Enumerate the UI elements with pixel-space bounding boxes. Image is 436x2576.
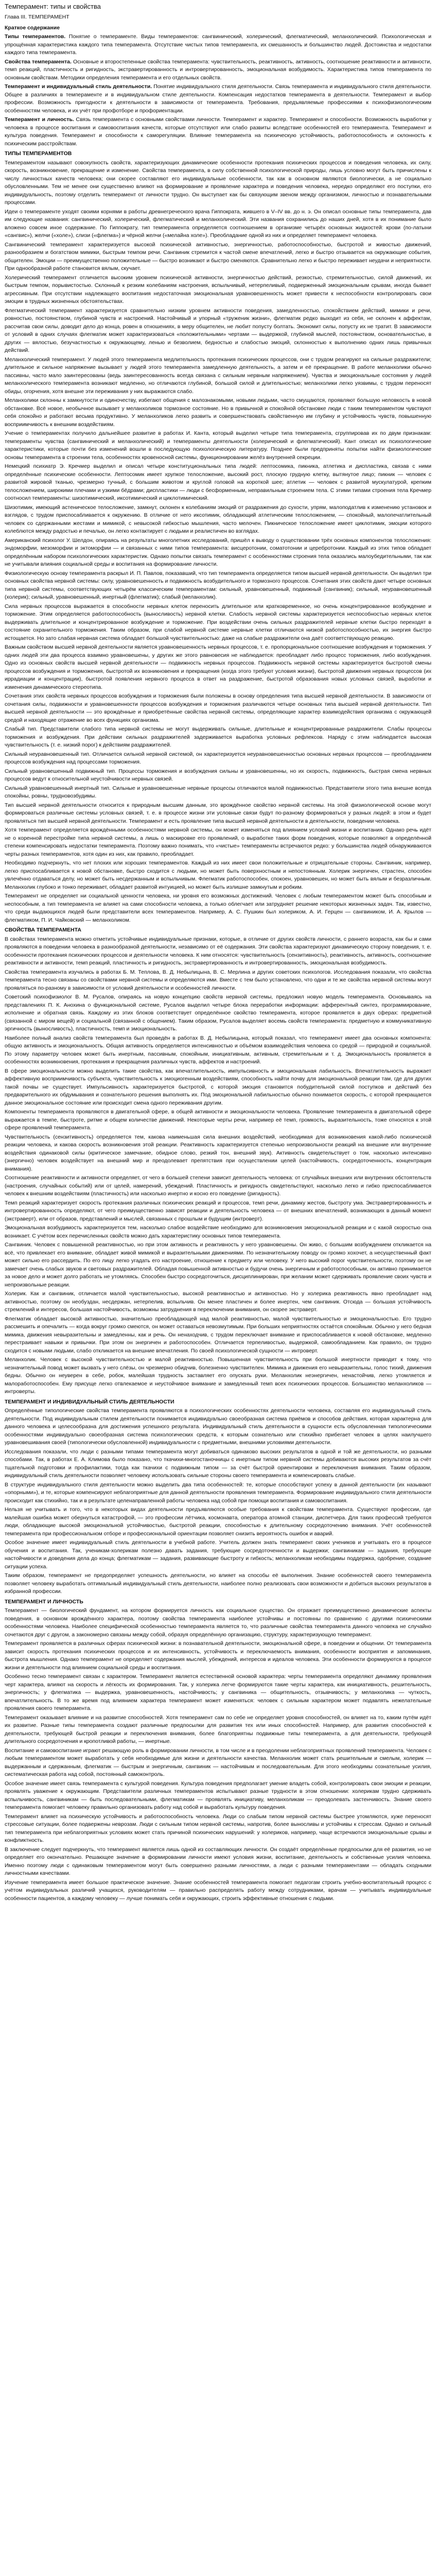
paragraph: Сильный неуравновешенный тип. Отличается сильной нервной системой, он характеризуется неуравновешенностью основных нервных процессов — преобладанием процессов возбуждения над процессами торможения. — [5, 751, 431, 765]
paragraph: Особое значение имеет связь темперамента с культурой поведения. Культура поведения предполагает умение владеть собой, контролировать свои эмоции и реакции, проявлять уважение к окружающим. Представители различных темпераментов испытывают разные трудности в этом отношении: холерикам трудно сдерживать вспыльчивость, сангвиникам — быть последовательными, флегматикам — проявлять инициативу, меланхоликам — преодолевать застенчивость. Знание своего темперамента помогает человеку правильно организовать работу над собой и выработать культуру поведения. — [5, 1780, 431, 1810]
paragraph: Меланхолический темперамент. У людей этого темперамента медлительность протекания психических процессов, они с трудом реагируют на сильные раздражители; длительное и сильное напряжение вызывает у людей этого темперамента замедленную деятельность, а затем и её прекращение. В работе меланхолики обычно пассивны, часто мало заинтересованы (ведь заинтересованность всегда связана с сильным нервным напряжением). Чувства и эмоциональные состояния у людей меланхолического темперамента возникают медленно, но отличаются глубиной, большой силой и длительностью; меланхолики легко уязвимы, с трудом переносят обиды, огорчения, хотя внешне эти переживания у них выражаются слабо. — [5, 356, 431, 395]
section-heading: ТЕМПЕРАМЕНТ И ЛИЧНОСТЬ — [5, 1598, 83, 1605]
paragraph-text: Связь темперамента с основными свойствами личности. Темперамент и характер. Темперамент и способности. Возможность выработки у человека в процессе воспитания и самовоспитания качеств, которые отсутствуют или слабо развиты вследствие особенностей его темперамента. Темперамент и культура поведения. Темперамент и способности к саморегуляции. Влияние темперамента на психическую устойчивость, работоспособность и склонность к психическим расстройствам. — [5, 116, 431, 147]
section-heading: ТЕМПЕРАМЕНТ И ИНДИВИДУАЛЬНЫЙ СТИЛЬ ДЕЯТЕЛЬНОСТИ — [5, 1398, 175, 1405]
paragraph-text: Понятие о темпераменте. Виды темпераментов: сангвинический, холерический, флегматический, меланхолический. Психологическая и упрощённая характеристика каждого типа темперамента. Отсутствие чистых типов темперамента, их смешанность и большинство людей. Достоинства и недостатки каждого типа темперамента. — [5, 33, 431, 56]
paragraph: Сильный уравновешенный подвижный тип. Процессы торможения и возбуждения сильны и уравновешенны, но их скорость, подвижность, быстрая смена нервных процессов ведут к относительной неустойчивости нервных связей. — [5, 768, 431, 782]
paragraph-text: Основные и второстепенные свойства темперамента: чувствительность, реактивность, активность, соотношение реактивности и активности, темп реакций, пластичность и ригидность, экстравертированность и интровертированность, эмоциональная возбудимость. Характеристика типов темперамента по основным свойствам. Методики определения темперамента и его отдельных свойств. — [5, 58, 432, 81]
paragraph: Определённые типологические свойства темперамента проявляются в психологических особенностях деятельности человека, составляя его индивидуальный стиль деятельности. Под индивидуальным стилем деятельности понимается индивидуально своеобразная система приёмов и способов действия, которая характерна для данного человека и целесообразна для достижения успешного результата. Индивидуальный стиль деятельности в сущности есть обусловленная типологическими особенностями индивидуально своеобразная система психологических средств, к которым сознательно или стихийно прибегает человек в целях наилучшего уравновешивания своей (типологически обусловленной) индивидуальности с предметными, внешними условиями деятельности. — [5, 1408, 431, 1446]
paragraph: Чувствительность (сензитивность) определяется тем, какова наименьшая сила внешних воздействий, необходимая для возникновения какой-либо психической реакции человека, и какова скорость возникновения этой реакции. Реактивность характеризуется степенью непроизвольности реакций на внешние или внутренние воздействия одинаковой силы (критическое замечание, обидное слово, резкий тон, внешний звук). Активность свидетельствует о том, насколько интенсивно (энергично) человек воздействует на внешний мир и преодолевает препятствия при осуществлении целей (настойчивость, сосредоточенность, концентрация внимания). — [5, 1133, 431, 1172]
paragraph — [5, 83, 431, 115]
paragraph: Немецкий психиатр Э. Кречмер выделил и описал четыре конституциональных типа людей: лептосомика, пикника, атлетика и диспластика, связав с ними определённые психические особенности. Лептосомик имеет хрупкое телосложение, высокий рост, плоскую грудную клетку, вытянутое лицо; пикник — человек с развитой жировой тканью, чрезмерно тучный, с большим животом и круглой головой на короткой шее; атлетик — человек с развитой мускулатурой, крепким телосложением, широкими плечами и узкими бёдрами; диспластики — люди с бесформенным, неправильным строением тела. С этими типами строения тела Кречмер соотносил темпераменты: шизотимический, иксотимический и циклотимический. — [5, 463, 431, 501]
paragraph: Американский психолог У. Шелдон, опираясь на результаты многолетних исследований, пришёл к выводу о существовании трёх основных компонентов телосложения: эндоморфии, мезоморфии и эктоморфии — и связанных с ними типов темперамента: висцеротонии, соматотонии и церебротонии. Каждый из этих типов обладает определённым набором психологических характеристик. Однако попытки связать темперамент с особенностями строения тела оказались малоубедительными, так как не учитывали влияния социальной среды и воспитания на формирование личности. — [5, 537, 431, 567]
paragraph: Слабый тип. Представители слабого типа нервной системы не могут выдерживать сильные, длительные и концентрированные раздражители. Слабы процессы торможения и возбуждения. При действии сильных раздражителей задерживается выработка условных рефлексов. Наряду с этим наблюдается высокая чувствительность (т. е. низкий порог) к действиям раздражителей. — [5, 726, 431, 748]
paragraph-lead: Типы темпераментов. — [5, 33, 66, 40]
paragraph: Темперамент не определяет ни социальной ценности человека, ни уровня его возможных достижений. Человек с любым темпераментом может быть способным и неспособным, а тип темперамента не влияет на сами способности человека, а только облегчает или затрудняет решение некоторых жизненных задач. Так, известно, что среди выдающихся людей были представители всех темпераментов. Например, А. С. Пушкин был холериком, А. И. Герцен — сангвиником, И. А. Крылов — флегматиком, П. И. Чайковский — меланхоликом. — [5, 893, 431, 923]
paragraph: Меланхолики склонны к замкнутости и одиночеству, избегают общения с малознакомыми, новыми людьми, часто смущаются, проявляют большую неловкость в новой обстановке. Всё новое, необычное вызывает у меланхоликов тормозное состояние. Но в привычной и спокойной обстановке люди с таким темпераментом чувствуют себя спокойно и работают весьма продуктивно. У меланхоликов легко развить и совершенствовать свойственную им глубину и устойчивость чувств, повышенную восприимчивость к внешним воздействиям. — [5, 397, 431, 428]
paragraph: Особое значение имеет индивидуальный стиль деятельности в учебной работе. Учитель должен знать темперамент своих учеников и учитывать его в процессе обучения и воспитания. Так, ученикам-холерикам полезно давать задания, требующие сосредоточенности и выдержки; сангвиникам — задания, требующие настойчивости и доведения дела до конца; флегматикам — задания, развивающие быстроту и гибкость; меланхоликам необходимы поддержка, одобрение, создание ситуации успеха. — [5, 1539, 431, 1570]
paragraph-lead: Темперамент и личность. — [5, 116, 74, 123]
paragraph: Свойства темперамента изучались в работах Б. М. Теплова, В. Д. Небылицына, В. С. Мерлина и других советских психологов. Исследования показали, что свойства темперамента тесно связаны со свойствами нервной системы и определяются ими. Вместе с тем было установлено, что одни и те же свойства нервной системы могут проявляться по-разному в зависимости от условий деятельности и особенностей личности. — [5, 969, 431, 991]
paragraph: Сангвиник. Человек с повышенной реактивностью, но при этом активность и реактивность у него уравновешены. Он живо, с большим возбуждением откликается на всё, что привлекает его внимание, обладает живой мимикой и выразительными движениями. По незначительному поводу он громко хохочет, а несущественный факт может сильно его рассердить. По его лицу легко угадать его настроение, отношение к предмету или человеку. У него высокий порог чувствительности, поэтому он не замечает очень слабых звуков и световых раздражителей. Обладая повышенной активностью и будучи очень энергичным и работоспособным, он активно принимается за новое дело и может долго работать не утомляясь. Способен быстро сосредоточиться, дисциплинирован, при желании может сдерживать проявление своих чувств и непроизвольные реакции. — [5, 1242, 431, 1288]
paragraph: В сфере эмоциональности можно выделить такие свойства, как впечатлительность, импульсивность и эмоциональная лабильность. Впечатлительность выражает аффективную восприимчивость субъекта, чувствительность к эмоциогенным воздействиям, способность найти почву для эмоциональной реакции там, где для других такой почвы не существует. Импульсивность характеризуется быстротой, с которой эмоция становится побудительной силой поступков и действий без предварительного их обдумывания и сознательного решения выполнять их. Под эмоциональной лабильностью обычно понимается скорость, с которой прекращается данное эмоциональное состояние или происходит смена одного переживания другим. — [5, 1067, 431, 1106]
paragraph: Сила нервных процессов выражается в способности нервных клеток переносить длительное или кратковременное, но очень концентрированное возбуждение и торможение. Этим определяется работоспособность (выносливость) нервной клетки. Слабость нервной системы характеризуется неспособностью нервных клеток выдерживать длительное и концентрированное возбуждение и торможение. При воздействии очень сильных раздражителей нервные клетки быстро переходят в состояние охранительного торможения. Таким образом, при слабой нервной системе нервные клетки отличаются низкой работоспособностью, их энергия быстро истощается. Но зато слабая нервная система обладает большой чувствительностью: даже на слабые раздражители она даёт соответствующую реакцию. — [5, 603, 431, 641]
paragraph: Сангвинический темперамент характеризуется высокой психической активностью, энергичностью, работоспособностью, быстротой и живостью движений, разнообразием и богатством мимики, быстрым темпом речи. Сангвиник стремится к частой смене впечатлений, легко и быстро отзывается на окружающие события, общителен. Эмоции — преимущественно положительные — быстро возникают и быстро сменяются. Сравнительно легко и быстро переживает неудачи и неприятности. При однообразной работе становится вялым, скучает. — [5, 241, 431, 272]
article-body — [5, 33, 431, 1903]
paragraph: Советский психофизиолог В. М. Русалов, опираясь на новую концепцию свойств нервной системы, предложил новую модель темперамента. Основываясь на представлениях П. К. Анохина о функциональной системе, Русалов выделил четыре блока переработки информации: афферентный синтез, программирование, исполнение и обратная связь. Каждому из этих блоков соответствует определённое свойство темперамента, которое проявляется в двух сферах: предметной (связанной с миром вещей) и социальной (связанной с общением). Таким образом, Русалов выделяет восемь свойств темперамента: предметную и коммуникативную эргичность (выносливость), пластичность, темп и эмоциональность. — [5, 994, 431, 1032]
paragraph: Темп реакций характеризует скорость протекания различных психических реакций и процессов, темп речи, динамику жестов, быстроту ума. Экстравертированность и интровертированность определяют, от чего преимущественно зависят реакции и деятельность человека — от внешних впечатлений, возникающих в данный момент (экстраверт), или от образов, представлений и мыслей, связанных с прошлым и будущим (интроверт). — [5, 1199, 431, 1222]
section-heading: СВОЙСТВА ТЕМПЕРАМЕНТА — [5, 927, 81, 933]
chapter-label: Глава III. ТЕМПЕРАМЕНТ — [5, 14, 69, 20]
paragraph: Темпераментом называют совокупность свойств, характеризующих динамические особенности протекания психических процессов и поведения человека, их силу, скорость, возникновение, прекращение и изменение. Свойства темперамента, в силу собственной психологической природы, лишь условно могут быть причислены к числу личностных качеств человека; они скорее составляют его индивидуальные особенности, так как в основном являются биологически, а не социально обусловленными. Тем не менее они существенно влияют на формирование и проявление характера и поведения человека, нередко определяют его поступки, его индивидуальность, поэтому отделить темперамент от личности трудно. Он выступает как бы связующим звеном между организмом, личностью и познавательными процессами. — [5, 159, 431, 206]
paragraph: Воспитание и самовоспитание играют решающую роль в формировании личности, в том числе и в преодолении неблагоприятных проявлений темперамента. Человек с любым темпераментом может выработать у себя необходимые для жизни и деятельности качества. Меланхолик может стать решительным и смелым, холерик — выдержанным и сдержанным, флегматик — быстрым и энергичным, сангвиник — настойчивым и последовательным. Для этого необходимы сознательные усилия, систематическая работа над собой, постоянный самоконтроль. — [5, 1747, 431, 1777]
paragraph: Флегматик обладает высокой активностью, значительно преобладающей над малой реактивностью, малой чувствительностью и эмоциональностью. Его трудно рассмешить и опечалить — когда вокруг громко смеются, он может оставаться невозмутимым. При больших неприятностях остаётся спокойным. Обычно у него бедная мимика, движения невыразительны и замедленны, как и речь. Он ненаходчив, с трудом переключает внимание и приспосабливается к новой обстановке, медленно перестраивает навыки и привычки. При этом он энергичен и работоспособен. Отличается терпеливостью, выдержкой, самообладанием. Как правило, он трудно сходится с новыми людьми, слабо откликается на внешние впечатления. По своей психологической сущности — интроверт. — [5, 1315, 431, 1354]
paragraph: Особенно тесно темперамент связан с характером. Темперамент является естественной основой характера: черты темперамента определяют динамику проявления черт характера, влияют на скорость и лёгкость их формирования. Так, у холерика легче формируются такие черты характера, как инициативность, решительность, энергичность; у флегматика — выдержка, уравновешенность, настойчивость; у сангвиника — общительность, отзывчивость; у меланхолика — чуткость, впечатлительность. В то же время под влиянием характера темперамент может изменяться: человек с сильным характером может подавлять нежелательные проявления своего темперамента. — [5, 1673, 431, 1711]
paragraph: Сильный уравновешенный инертный тип. Сильные и уравновешенные нервные процессы отличаются малой подвижностью. Представители этого типа внешне всегда спокойны, ровны, трудновозбудимы. — [5, 785, 431, 799]
paragraph: Тип высшей нервной деятельности относится к природным высшим данным, это врождённое свойство нервной системы. На этой физиологической основе могут формироваться различные системы условных связей, т. е. в процессе жизни эти условные связи будут по-разному формироваться у разных людей: в этом и будет проявляться тип высшей нервной деятельности. Темперамент и есть проявление типа высшей нервной деятельности в деятельности, поведении человека. — [5, 802, 431, 824]
paragraph: Темперамент оказывает влияние и на развитие способностей. Хотя темперамент сам по себе не определяет уровня способностей, он влияет на то, каким путём идёт их развитие. Разные типы темперамента создают различные предпосылки для развития тех или иных способностей. Например, для развития способностей к деятельности, требующей быстрой реакции и переключения внимания, более благоприятны подвижные типы темперамента, а для деятельности, требующей длительного сосредоточения и кропотливой работы, — инертные. — [5, 1714, 431, 1744]
paragraph: Компоненты темперамента проявляются в двигательной сфере, в общей активности и эмоциональности человека. Проявление темперамента в двигательной сфере выражается в темпе, быстроте, ритме и общем количестве движений. Некоторые черты речи, например её темп, громкость, выразительность, тоже относятся к этой сфере проявлений темперамента. — [5, 1109, 431, 1131]
paragraph: Идеи о темпераменте уходят своими корнями в работы древнегреческого врача Гиппократа, жившего в V–IV вв. до н. э. Он описал основные типы темперамента, дав им следующие названия: сангвинический, холерический, флегматический и меланхолический. Эти названия сохранились до наших дней, хотя в их понимание было вложено совсем иное содержание. По Гиппократу, тип темперамента определяется соотношением в организме четырёх основных жидкостей: крови (по-латыни «сангвис»), желчи («холе»), слизи («флегма») и чёрной желчи («мелайна холе»). Преобладание одной из них и определяет темперамент человека. — [5, 208, 431, 239]
paragraph-lead: Темперамент и индивидуальный стиль деятельности. — [5, 83, 152, 90]
paragraph-text: Понятие индивидуального стиля деятельности. Связь темперамента и индивидуального стиля деятельности. Общее в различиях в темпераменте и в индивидуальном стиле деятельности. Компенсация недостатков темперамента в деятельности. Темперамент и выбор профессии. Возможность пригодности к деятельности в зависимости от темперамента. Требования, предъявляемые профессиями к психофизиологическим особенностям человека, и их учёт при профотборе и профориентации. — [5, 83, 431, 114]
paragraph — [5, 33, 431, 57]
paragraph: Учение о темпераментах получило дальнейшее развитие в работах И. Канта, который выделил четыре типа темперамента, сгруппировав их по двум признакам: темпераменты чувства (сангвинический и меланхолический) и темпераменты деятельности (холерический и флегматический). Кант описал их психологические характеристики, которые почти без изменений вошли в последующую психологическую литературу. Позднее были предприняты попытки найти физиологические основы темперамента в строении тела, особенностях кровеносной системы, функционировании желёз внутренней секреции. — [5, 430, 431, 461]
paragraph: Необходимо подчеркнуть, что нет плохих или хороших темпераментов. Каждый из них имеет свои положительные и отрицательные стороны. Сангвиник, например, легко приспосабливается к новой обстановке, быстро сходится с людьми, но может быть поверхностным и непостоянным. Холерик энергичен, страстен, способен увлечённо отдаваться делу, но может быть несдержанным и вспыльчивым. Флегматик работоспособен, спокоен, уравновешен, но может быть вялым и безразличным. Меланхолик глубоко и тонко переживает, обладает развитой интуицией, но может быть излишне замкнутым и робким. — [5, 860, 431, 890]
page-title: Темперамент: типы и свойства — [5, 3, 101, 10]
paragraph: Темперамент влияет на психическую устойчивость и работоспособность человека. Люди со слабым типом нервной системы быстрее утомляются, хуже переносят стрессовые ситуации, более подвержены неврозам. Люди с сильным типом нервной системы, напротив, более выносливы и устойчивы к стрессам. Однако и сильный тип темперамента при неблагоприятных условиях может стать причиной психических нарушений: у холериков, например, чаще встречаются эмоциональные срывы и конфликтность. — [5, 1813, 431, 1843]
paragraph: Исследования показали, что люди с разными типами темперамента могут добиваться одинаково высоких результатов в одной и той же деятельности, но разными способами. Так, в работах Е. А. Климова было показано, что ткачихи-многостаночницы с инертным типом нервной системы добиваются высоких результатов за счёт тщательной подготовки и профилактики, тогда как ткачихи с подвижным типом — за счёт быстрой ориентировки и переключения внимания. Таким образом, индивидуальный стиль деятельности позволяет человеку использовать сильные стороны своего темперамента и компенсировать слабые. — [5, 1448, 431, 1479]
paragraph: Сочетания этих свойств нервных процессов возбуждения и торможения были положены в основу определения типа высшей нервной деятельности. В зависимости от сочетания силы, подвижности и уравновешенности процессов возбуждения и торможения различаются четыре основных типа высшей нервной деятельности. Тип высшей нервной деятельности — это врождённые и приобретённые свойства нервной системы, определяющие характер взаимодействия организма с окружающей средой и находящие отражение во всех функциях организма. — [5, 693, 431, 723]
paragraph: Холерический темперамент отличается высоким уровнем психической активности, энергичностью действий, резкостью, стремительностью, силой движений, их быстрым темпом, порывистостью. Склонный к резким колебаниям настроения, вспыльчивый, нетерпеливый, подверженный эмоциональным срывам, иногда бывает агрессивным. При отсутствии надлежащего воспитания недостаточная эмоциональная уравновешенность может привести к неспособности контролировать свои эмоции в трудных жизненных обстоятельствах. — [5, 274, 431, 304]
paragraph: Меланхолик. Человек с высокой чувствительностью и малой реактивностью. Повышенная чувствительность при большой инертности приводит к тому, что незначительный повод может вызвать у него слёзы, он чрезмерно обидчив, болезненно чувствителен. Мимика и движения его невыразительны, голос тихий, движения бедны. Обычно он неуверен в себе, робок, малейшая трудность заставляет его опускать руки. Меланхолик неэнергичен, ненастойчив, легко утомляется и малоработоспособен. Ему присуще легко отвлекаемое и неустойчивое внимание и замедленный темп всех психических процессов. Большинство меланхоликов — интроверты. — [5, 1357, 431, 1395]
paragraph: В заключение следует подчеркнуть, что темперамент является лишь одной из составляющих личности. Он создаёт определённые предпосылки для её развития, но не определяет его окончательно. Решающее значение в формировании личности имеют условия жизни, воспитание, деятельность и собственные усилия человека. Именно поэтому люди с одинаковым темпераментом могут быть совершенно разными личностями, а люди с разными темпераментами — обладать сходными личностными качествами. — [5, 1846, 431, 1876]
paragraph: В свойствах темперамента можно отметить устойчивые индивидуальные признаки, которые, в отличие от других свойств личности, с раннего возраста, как бы и сами проявляются в поведении человека в разнообразной деятельности, независимо от её содержания. Эти свойства характеризуют динамическую сторону поведения, т. е. особенности протекания психических процессов и деятельности человека. К ним относятся: чувствительность (сензитивность), реактивность, активность, соотношение реактивности и активности, темп реакций, пластичность и ригидность, экстравертированность и интровертированность, эмоциональная возбудимость. — [5, 936, 431, 966]
paragraph: В структуре индивидуального стиля деятельности можно выделить два типа особенностей: те, которые способствуют успеху в данной деятельности (их называют «опорными»), и те, которые компенсируют неблагоприятные для данной деятельности проявления темперамента. Формирование индивидуального стиля деятельности происходит как стихийно, так и в результате целенаправленной работы человека над собой при помощи воспитания и самовоспитания. — [5, 1481, 431, 1504]
paragraph — [5, 116, 431, 148]
paragraph: Темперамент проявляется в различных сферах психической жизни: в познавательной деятельности, эмоциональной сфере, в поведении и общении. От темперамента зависит скорость протекания психических процессов и их интенсивность, устойчивость и переключаемость внимания, особенности восприятия и запоминания, быстрота мышления. Однако темперамент не определяет содержания мыслей, убеждений, интересов и идеалов человека. Эти особенности формируются в процессе жизни и деятельности под влиянием социальной среды и воспитания. — [5, 1640, 431, 1671]
paragraph-lead: Свойства темперамента. — [5, 58, 72, 65]
paragraph: Эмоциональная возбудимость характеризуется тем, насколько слабое воздействие необходимо для возникновения эмоциональной реакции и с какой скоростью она возникает. С учётом всех перечисленных свойств можно дать характеристику основных типов темперамента. — [5, 1225, 431, 1239]
paragraph: Шизотимик, имеющий астеническое телосложение, замкнут, склонен к колебаниям эмоций от раздражения до сухости, упрям, малоподатлив к изменению установок и взглядов, с трудом приспосабливается к окружению. В отличие от него иксотимик, обладающий атлетическим телосложением, — спокойный, малопечатлительный человек со сдержанными жестами и мимикой, с невысокой гибкостью мышления, часто мелочен. Пикническое телосложение имеет циклотимик, эмоции которого колеблются между радостью и печалью, он легко контактирует с людьми и реалистичен во взглядах. — [5, 504, 431, 534]
paragraph: Флегматический темперамент характеризуется сравнительно низким уровнем активности поведения, замедленностью, спокойствием действий, мимики и речи, ровностью, постоянством, глубиной чувств и настроений. Настойчивый и упорный «труженик жизни», флегматик редко выходит из себя, не склонен к аффектам, рассчитав свои силы, доводит дело до конца, ровен в отношениях, в меру общителен, не любит попусту болтать. Экономит силы, попусту их не тратит. В зависимости от условий в одних случаях флегматик может характеризоваться «положительными» чертами — выдержкой, глубиной мыслей, постоянством, основательностью, в других — вялостью, безучастностью к окружающему, ленью и безволием, бедностью и слабостью эмоций, склонностью к выполнению одних лишь привычных действий. — [5, 307, 431, 353]
paragraph: Наиболее полный анализ свойств темперамента был проведён в работах В. Д. Небылицына, который показал, что темперамент имеет два основных компонента: общую активность и эмоциональность. Общая активность определяется интенсивностью и объёмом взаимодействия человека со средой — природной и социальной. По этому параметру человек может быть инертным, пассивным, спокойным, инициативным, активным, стремительным и т. д. Эмоциональность проявляется в особенностях возникновения, протекания и прекращения различных чувств, аффектов и настроений. — [5, 1035, 431, 1065]
paragraph: Нельзя не учитывать и того, что в некоторых видах деятельности предъявляются особые требования к свойствам темперамента. Существуют профессии, где малейшая ошибка может обернуться катастрофой, — это профессии лётчика, космонавта, оператора атомной станции, диспетчера. Для таких профессий требуются люди, обладающие высокой эмоциональной устойчивостью, быстротой реакции, способностью к длительному сосредоточению внимания. Учёт особенностей темперамента при профессиональном отборе и профессиональной ориентации позволяет снизить вероятность ошибок и аварий. — [5, 1506, 431, 1537]
paragraph: Таким образом, темперамент не предопределяет успешность деятельности, но влияет на способы её выполнения. Знание особенностей своего темперамента позволяет человеку выработать оптимальный индивидуальный стиль деятельности, наиболее полно реализовать свои возможности и добиться высоких результатов в избранной профессии. — [5, 1572, 431, 1595]
paragraph: Важным свойством высшей нервной деятельности является уравновешенность нервных процессов, т. е. пропорциональное соотношение возбуждения и торможения. У одних людей эти два процесса взаимно уравновешены, у других же этого равновесия не наблюдается: преобладает либо процесс торможения, либо возбуждения. Одно из основных свойств высшей нервной деятельности — подвижность нервных процессов. Подвижность нервной системы характеризуется быстротой смены процессов возбуждения и торможения, быстротой их возникновения и прекращения (когда этого требуют условия жизни), быстротой движения нервных процессов (их иррадиации и концентрации), быстротой появления нервного процесса в ответ на раздражение, быстротой образования новых условных связей, выработки и изменения динамического стереотипа. — [5, 644, 431, 690]
summary-heading: Краткое содержание — [5, 25, 60, 31]
paragraph: Хотя темперамент определяется врождёнными особенностями нервной системы, он может изменяться под влиянием условий жизни и воспитания. Однако речь идёт не о коренной перестройке типа нервной системы, а лишь о маскировке его проявлений, о выработке таких форм поведения, которые позволяют в определённой степени компенсировать недостатки темперамента. Поэтому важно понимать, что «чистые» темпераменты встречаются редко: у большинства людей обнаруживаются черты разных темпераментов, хотя один из них, как правило, преобладает. — [5, 827, 431, 857]
paragraph — [5, 58, 431, 82]
paragraph: Холерик. Как и сангвиник, отличается малой чувствительностью, высокой реактивностью и активностью. Но у холерика реактивность явно преобладает над активностью, поэтому он необуздан, несдержан, нетерпелив, вспыльчив. Он менее пластичен и более инертен, чем сангвиник. Отсюда — большая устойчивость стремлений и интересов, большая настойчивость, возможны затруднения в переключении внимания, он скорее экстраверт. — [5, 1291, 431, 1313]
paragraph: Физиологическую основу темперамента раскрыл И. П. Павлов, показавший, что тип темперамента определяется типом высшей нервной деятельности. Он выделил три основных свойства нервной системы: силу, уравновешенность и подвижность возбудительного и тормозного процессов. Сочетания этих свойств дают четыре основных типа нервной системы, соответствующих четырём классическим темпераментам: сильный, уравновешенный, подвижный (сангвиник); сильный, неуравновешенный (холерик); сильный, уравновешенный, инертный (флегматик); слабый (меланхолик). — [5, 570, 431, 600]
paragraph: Соотношение реактивности и активности определяет, от чего в большей степени зависит деятельность человека: от случайных внешних или внутренних обстоятельств (настроения, случайных событий) или от целей, намерений, убеждений. Пластичность и ригидность свидетельствуют, насколько легко и гибко приспосабливается человек к внешним воздействиям (пластичность) или насколько инертно и косно его поведение (ригидность). — [5, 1175, 431, 1197]
paragraph: Темперамент — биологический фундамент, на котором формируется личность как социальное существо. Он отражает преимущественно динамические аспекты поведения, в основном врождённого характера, поэтому свойства темперамента наиболее устойчивы и постоянны по сравнению с другими психическими особенностями человека. Наиболее специфической особенностью темперамента является то, что различные свойства темперамента данного человека не случайно сочетаются друг с другом, а закономерно связаны между собой, образуя определённую организацию, структуру, характеризующую темперамент. — [5, 1607, 431, 1638]
section-heading: ТИПЫ ТЕМПЕРАМЕНТОВ — [5, 150, 72, 157]
paragraph: Изучение темперамента имеет большое практическое значение. Знание особенностей темперамента помогает педагогам строить учебно-воспитательный процесс с учётом индивидуальных различий учащихся, руководителям — правильно распределять работу между сотрудниками, врачам — учитывать индивидуальные особенности пациентов, а каждому человеку — лучше понимать себя и окружающих, строить эффективные отношения с людьми. — [5, 1879, 431, 1902]
